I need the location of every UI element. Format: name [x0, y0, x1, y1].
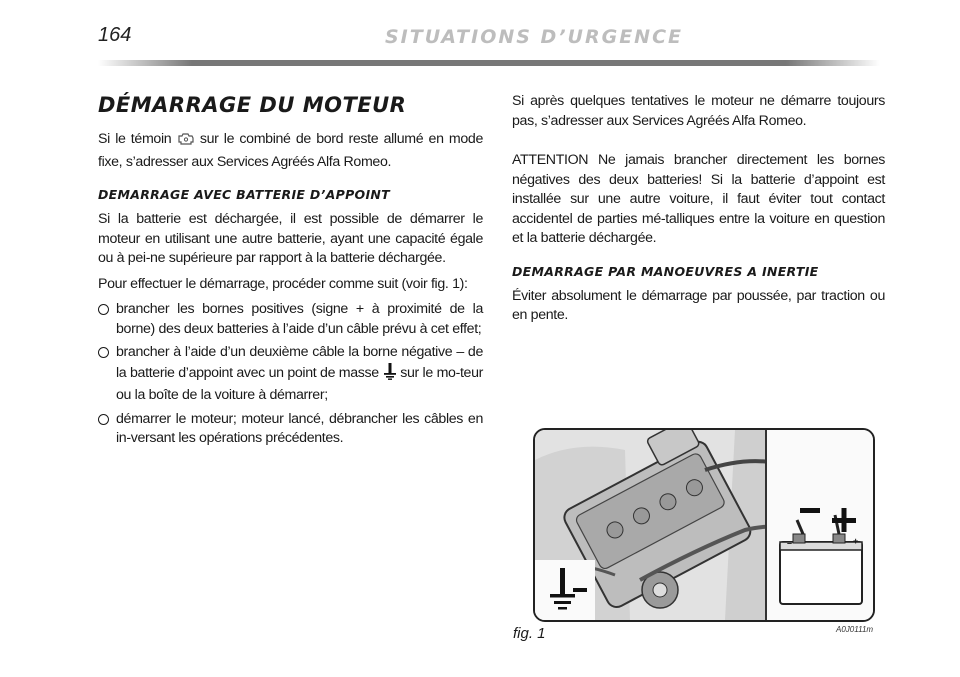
- engine-warning-icon: [177, 131, 195, 153]
- intro-paragraph: [98, 130, 483, 172]
- retry-paragraph: Si après quelques tentatives le moteur ne démarre toujours pas, s’adresser aux Services Agréés Alfa Romeo.: [512, 93, 885, 129]
- ground-symbol-icon: [383, 363, 397, 387]
- section-title: SITUATIONS D’URGENCE: [385, 26, 684, 48]
- subtitle-booster-battery: DEMARRAGE AVEC BATTERIE D’APPOINT: [98, 187, 391, 202]
- figure-reference: A0J0111m: [836, 625, 874, 634]
- bullet-circle-icon: [98, 304, 109, 315]
- page-heading: DÉMARRAGE DU MOTEUR: [98, 93, 407, 117]
- procedure-list: [98, 300, 483, 449]
- list-item: [98, 410, 483, 449]
- inertia-paragraph: Éviter absolument le démarrage par poussée, par traction ou en pente.: [512, 287, 885, 323]
- procedure-paragraph: Pour effectuer le démarrage, procéder comme suit (voir fig. 1):: [98, 275, 468, 292]
- warning-paragraph: ATTENTION Ne jamais brancher directement les bornes négatives des deux batteries! Si la batterie d’appoint est installée sur une autre voiture, il faut éviter tout contact accidentel de parties mé-talliques entre la voiture en question et la batterie déchargée.: [512, 152, 885, 246]
- bullet-circle-icon: [98, 414, 109, 425]
- intro-before-icon: Si le témoin: [98, 131, 172, 147]
- bullet-text-before-icon: brancher à l’aide d’un deuxième câble la borne négative – de la batterie d’appoint avec un point de masse: [116, 344, 483, 381]
- bullet-text: brancher les bornes positives (signe + à proximité de la borne) des deux batteries à l’aide d’un câble prévu à cet effet;: [116, 301, 483, 337]
- bullet-text: démarrer le moteur; moteur lancé, débrancher les câbles en in-versant les opérations précédentes.: [116, 410, 483, 446]
- bullet-circle-icon: [98, 347, 109, 358]
- right-column: [512, 92, 885, 332]
- list-item: [98, 300, 483, 339]
- intro-after-icon: sur le combiné de bord reste allumé en mode fixe, s’adresser aux Services Agréés Alfa Romeo.: [98, 131, 483, 170]
- figure-plus-label: +: [853, 536, 859, 546]
- jump-start-illustration: [533, 428, 875, 622]
- list-item: [98, 343, 483, 406]
- subtitle-inertia-start: DEMARRAGE PAR MANOEUVRES A INERTIE: [512, 263, 819, 279]
- figure-caption: fig. 1: [513, 625, 546, 642]
- figure-minus-label: –: [787, 538, 793, 548]
- header-rule: [98, 60, 880, 66]
- page-number: 164: [98, 24, 132, 46]
- left-column: [98, 92, 483, 453]
- battery-paragraph: Si la batterie est déchargée, il est possible de démarrer le moteur en utilisant une autre batterie, ayant une capacité égale ou à pei-ne supérieure par rapport à la batterie déchargée.: [98, 211, 483, 266]
- bullet-text-after-icon: sur le mo-teur ou la boîte de la voiture à démarrer;: [116, 364, 484, 403]
